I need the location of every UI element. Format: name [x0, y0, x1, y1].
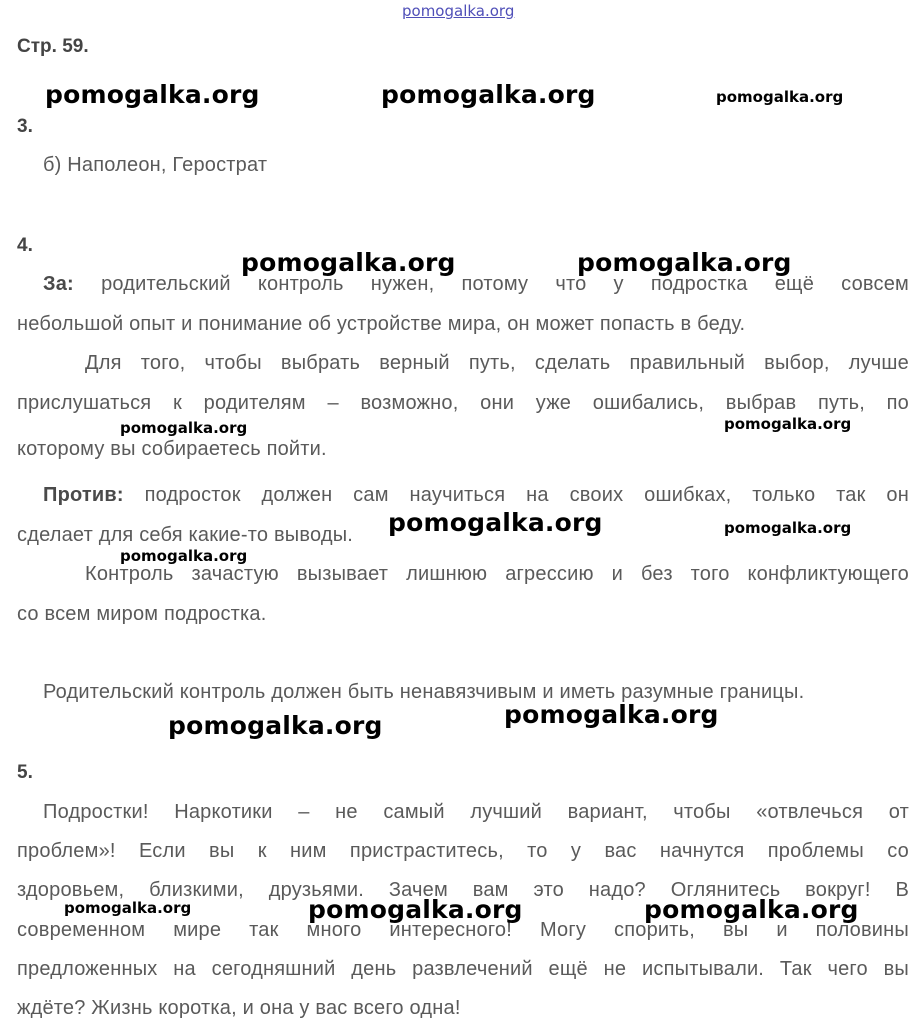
watermark: pomogalka.org	[577, 248, 792, 277]
protiv-label: Против:	[43, 484, 124, 506]
question-5-number: 5.	[17, 762, 33, 783]
za-label: За:	[43, 273, 74, 295]
watermark: pomogalka.org	[308, 895, 523, 924]
protiv-line-1	[43, 484, 909, 507]
protiv-line-2: сделает для себя какие-то выводы.	[17, 524, 354, 546]
para4-line-1: Контроль зачастую вызывает лишнюю агрессию и без того конфликтующего	[85, 563, 909, 585]
q5-line-4: современном мире так много интересного! Могу спорить, вы и половины	[17, 919, 909, 941]
watermark: pomogalka.org	[241, 248, 456, 277]
para2-line-1: Для того, чтобы выбрать верный путь, сделать правильный выбор, лучше	[85, 352, 909, 374]
za-line-2: небольшой опыт и понимание об устройстве мира, он может попасть в беду.	[17, 313, 746, 335]
watermark: pomogalka.org	[504, 700, 719, 729]
q5-line-5: предложенных на сегодняшний день развлечений ещё не испытывали. Так чего вы	[17, 958, 909, 980]
watermark: pomogalka.org	[644, 895, 859, 924]
question-4-number: 4.	[17, 235, 33, 256]
conclusion: Родительский контроль должен быть ненавязчивым и иметь разумные границы.	[43, 681, 805, 703]
q5-line-2: проблем»! Если вы к ним пристраститесь, то у вас начнутся проблемы со	[17, 840, 909, 862]
watermark: pomogalka.org	[381, 80, 596, 109]
watermark: pomogalka.org	[388, 508, 603, 537]
watermark: pomogalka.org	[120, 419, 248, 437]
watermark: pomogalka.org	[120, 547, 248, 565]
para2-line-2: прислушаться к родителям – возможно, они уже ошибались, выбрав путь, по	[17, 392, 909, 414]
site-link-top[interactable]: pomogalka.org	[402, 2, 515, 20]
q5-line-1: Подростки! Наркотики – не самый лучший вариант, чтобы «отвлечься от	[43, 801, 909, 823]
question-3-answer: б) Наполеон, Герострат	[43, 154, 268, 176]
watermark: pomogalka.org	[45, 80, 260, 109]
protiv-text-1: подросток должен сам научиться на своих ошибках, только так он	[144, 484, 909, 506]
za-text-1: родительский контроль нужен, потому что у подростка ещё совсем	[101, 273, 909, 295]
watermark: pomogalka.org	[724, 415, 852, 433]
watermark: pomogalka.org	[168, 711, 383, 740]
question-3-number: 3.	[17, 116, 33, 137]
page-label: Стр. 59.	[17, 36, 89, 57]
para4-line-2: со всем миром подростка.	[17, 603, 267, 625]
watermark: pomogalka.org	[64, 899, 192, 917]
para2-line-3: которому вы собираетесь пойти.	[17, 438, 327, 460]
watermark: pomogalka.org	[716, 88, 844, 106]
q5-line-3: здоровьем, близкими, друзьями. Зачем вам это надо? Оглянитесь вокруг! В	[17, 879, 909, 901]
q5-line-6: ждёте? Жизнь коротка, и она у вас всего одна!	[17, 997, 461, 1019]
watermark: pomogalka.org	[724, 519, 852, 537]
